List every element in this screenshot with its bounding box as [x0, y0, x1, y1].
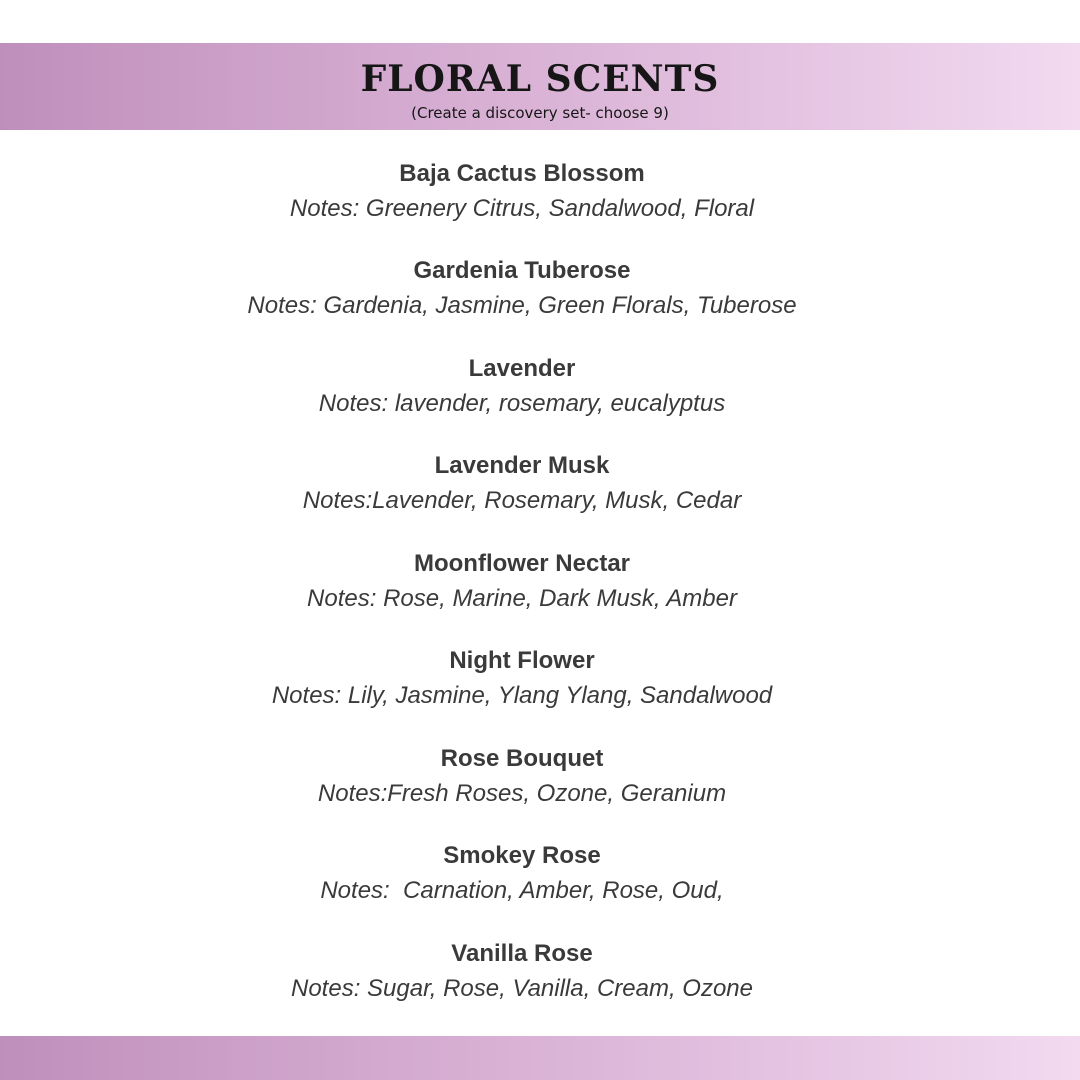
- footer-band: [0, 1036, 1080, 1080]
- scent-notes: Notes: Lily, Jasmine, Ylang Ylang, Sandalwood: [271, 682, 773, 709]
- scent-notes: Notes: Greenery Citrus, Sandalwood, Floral: [289, 195, 755, 222]
- scent-notes: Notes:Lavender, Rosemary, Musk, Cedar: [302, 487, 742, 514]
- scent-name: Gardenia Tuberose: [413, 257, 631, 284]
- scent-item: [0, 936, 1080, 1026]
- scent-name: Lavender: [468, 355, 576, 382]
- scent-item: [0, 351, 1080, 441]
- scent-notes: Notes: Gardenia, Jasmine, Green Florals, Tuberose: [247, 292, 797, 319]
- scent-name: Lavender Musk: [434, 452, 610, 479]
- scent-notes: Notes:Fresh Roses, Ozone, Geranium: [317, 780, 727, 807]
- scent-item: [0, 156, 1080, 246]
- scent-notes: Notes: lavender, rosemary, eucalyptus: [318, 390, 726, 417]
- scent-name: Smokey Rose: [443, 842, 601, 869]
- scent-item: [0, 546, 1080, 636]
- scent-notes: Notes: Carnation, Amber, Rose, Oud,: [320, 877, 724, 904]
- scent-notes: Notes: Rose, Marine, Dark Musk, Amber: [307, 585, 737, 612]
- scent-name: Rose Bouquet: [440, 745, 604, 772]
- scent-item: [0, 448, 1080, 538]
- scent-item: [0, 643, 1080, 733]
- scent-name: Vanilla Rose: [451, 940, 593, 967]
- scent-notes: Notes: Sugar, Rose, Vanilla, Cream, Ozone: [291, 975, 753, 1002]
- scent-name: Baja Cactus Blossom: [399, 160, 645, 187]
- scent-item: [0, 741, 1080, 831]
- scent-item: [0, 253, 1080, 343]
- page-subtitle: (Create a discovery set- choose 9): [411, 104, 669, 122]
- scent-item: [0, 838, 1080, 928]
- scent-name: Night Flower: [449, 647, 595, 674]
- scent-name: Moonflower Nectar: [413, 550, 631, 577]
- page-title: FLORAL SCENTS: [360, 58, 720, 100]
